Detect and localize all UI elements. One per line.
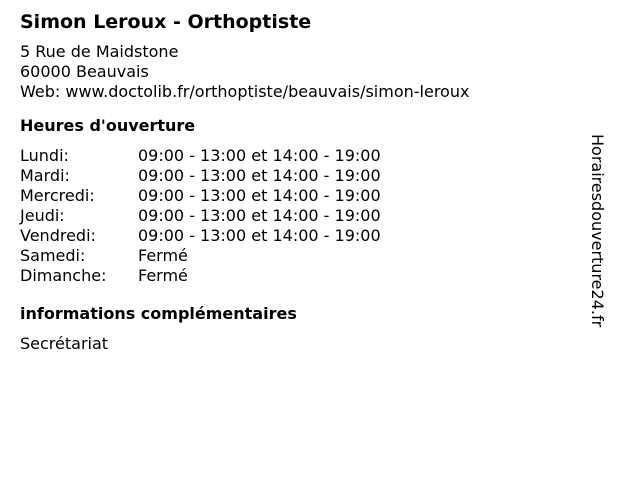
hours-row-friday	[20, 226, 590, 246]
hours-row-wednesday	[20, 186, 590, 206]
hours-time: 09:00 - 13:00 et 14:00 - 19:00	[138, 186, 381, 205]
address-block	[20, 42, 590, 102]
hours-day: Vendredi:	[20, 226, 96, 245]
hours-row-monday	[20, 146, 590, 166]
site-watermark: Horairesdouverture24.fr	[588, 134, 607, 328]
hours-row-sunday	[20, 266, 590, 286]
hours-day: Mardi:	[20, 166, 70, 185]
hours-day: Jeudi:	[20, 206, 65, 225]
hours-time: 09:00 - 13:00 et 14:00 - 19:00	[138, 146, 381, 165]
address-street: 5 Rue de Maidstone	[20, 42, 179, 61]
website-link[interactable]: Web: www.doctolib.fr/orthoptiste/beauvais/simon-leroux	[20, 82, 470, 101]
business-card	[20, 10, 590, 354]
opening-hours-heading: Heures d'ouverture	[20, 116, 196, 135]
business-title: Simon Leroux - Orthoptiste	[20, 11, 312, 33]
additional-info-text: Secrétariat	[20, 334, 109, 353]
hours-day: Lundi:	[20, 146, 69, 165]
additional-info-heading: informations complémentaires	[20, 304, 297, 323]
hours-time: Fermé	[138, 266, 188, 285]
opening-hours-table	[20, 146, 590, 286]
hours-time: Fermé	[138, 246, 188, 265]
hours-time: 09:00 - 13:00 et 14:00 - 19:00	[138, 226, 381, 245]
hours-row-saturday	[20, 246, 590, 266]
hours-time: 09:00 - 13:00 et 14:00 - 19:00	[138, 206, 381, 225]
hours-time: 09:00 - 13:00 et 14:00 - 19:00	[138, 166, 381, 185]
hours-row-tuesday	[20, 166, 590, 186]
hours-row-thursday	[20, 206, 590, 226]
address-city: 60000 Beauvais	[20, 62, 149, 81]
hours-day: Samedi:	[20, 246, 86, 265]
hours-day: Dimanche:	[20, 266, 107, 285]
hours-day: Mercredi:	[20, 186, 95, 205]
